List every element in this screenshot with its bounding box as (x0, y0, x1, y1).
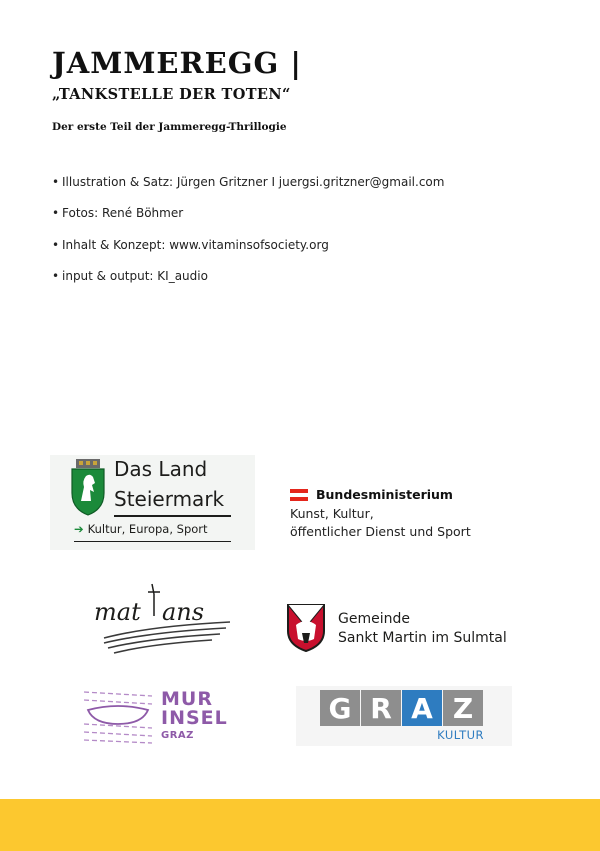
gemeinde-line2: Sankt Martin im Sulmtal (338, 630, 507, 646)
footer-band (0, 799, 600, 851)
murinsel-logo (82, 686, 242, 746)
credits-list (52, 173, 444, 298)
credit-item: • Fotos: René Böhmer (52, 206, 184, 221)
graz-letter: A (402, 690, 442, 726)
gemeinde-crest-icon (286, 603, 326, 653)
arrow-right-icon: ➔ (74, 522, 84, 536)
mattans-wordmark-icon (90, 582, 240, 660)
credit-item: • input & output: KI_audio (52, 268, 208, 283)
graz-letter: Z (443, 690, 483, 726)
murinsel-boat-icon (82, 688, 154, 744)
graz-letter: G (320, 690, 360, 726)
murinsel-line3: GRAZ (161, 730, 194, 741)
graz-wordmark (320, 690, 484, 726)
austria-flag-icon (290, 489, 308, 501)
svg-text:mat: mat (94, 598, 141, 626)
bundesministerium-logo (290, 487, 560, 547)
steiermark-crest-icon (70, 459, 106, 517)
graz-kultur-logo (296, 686, 512, 746)
bm-line2: Kunst, Kultur, (290, 506, 374, 521)
steiermark-line1: Das Land (114, 457, 208, 481)
steiermark-logo (50, 455, 255, 550)
steiermark-line3: ➔ Kultur, Europa, Sport (74, 522, 208, 536)
gemeinde-logo (286, 603, 546, 655)
tagline: Der erste Teil der Jammeregg-Thrillogie (52, 121, 287, 133)
page-title: JAMMEREGG | (52, 46, 302, 80)
graz-letter: R (361, 690, 401, 726)
svg-text:ans: ans (162, 598, 205, 626)
steiermark-line2: Steiermark (114, 487, 225, 511)
divider (74, 541, 231, 542)
credit-item: • Inhalt & Konzept: www.vitaminsofsociety.org (52, 237, 329, 252)
murinsel-line1: MUR (161, 688, 213, 710)
credit-item: • Illustration & Satz: Jürgen Gritzner I juergsi.gritzner@gmail.com (52, 175, 445, 189)
graz-kultur-label: KULTUR (437, 728, 484, 742)
murinsel-line2: INSEL (161, 707, 228, 729)
page-subtitle: „TANKSTELLE DER TOTEN“ (52, 86, 291, 103)
bm-line3: öffentlicher Dienst und Sport (290, 524, 471, 539)
gemeinde-line1: Gemeinde (338, 611, 410, 627)
divider (114, 515, 231, 517)
mattans-logo (90, 582, 240, 660)
bm-name: Bundesministerium (316, 487, 453, 502)
